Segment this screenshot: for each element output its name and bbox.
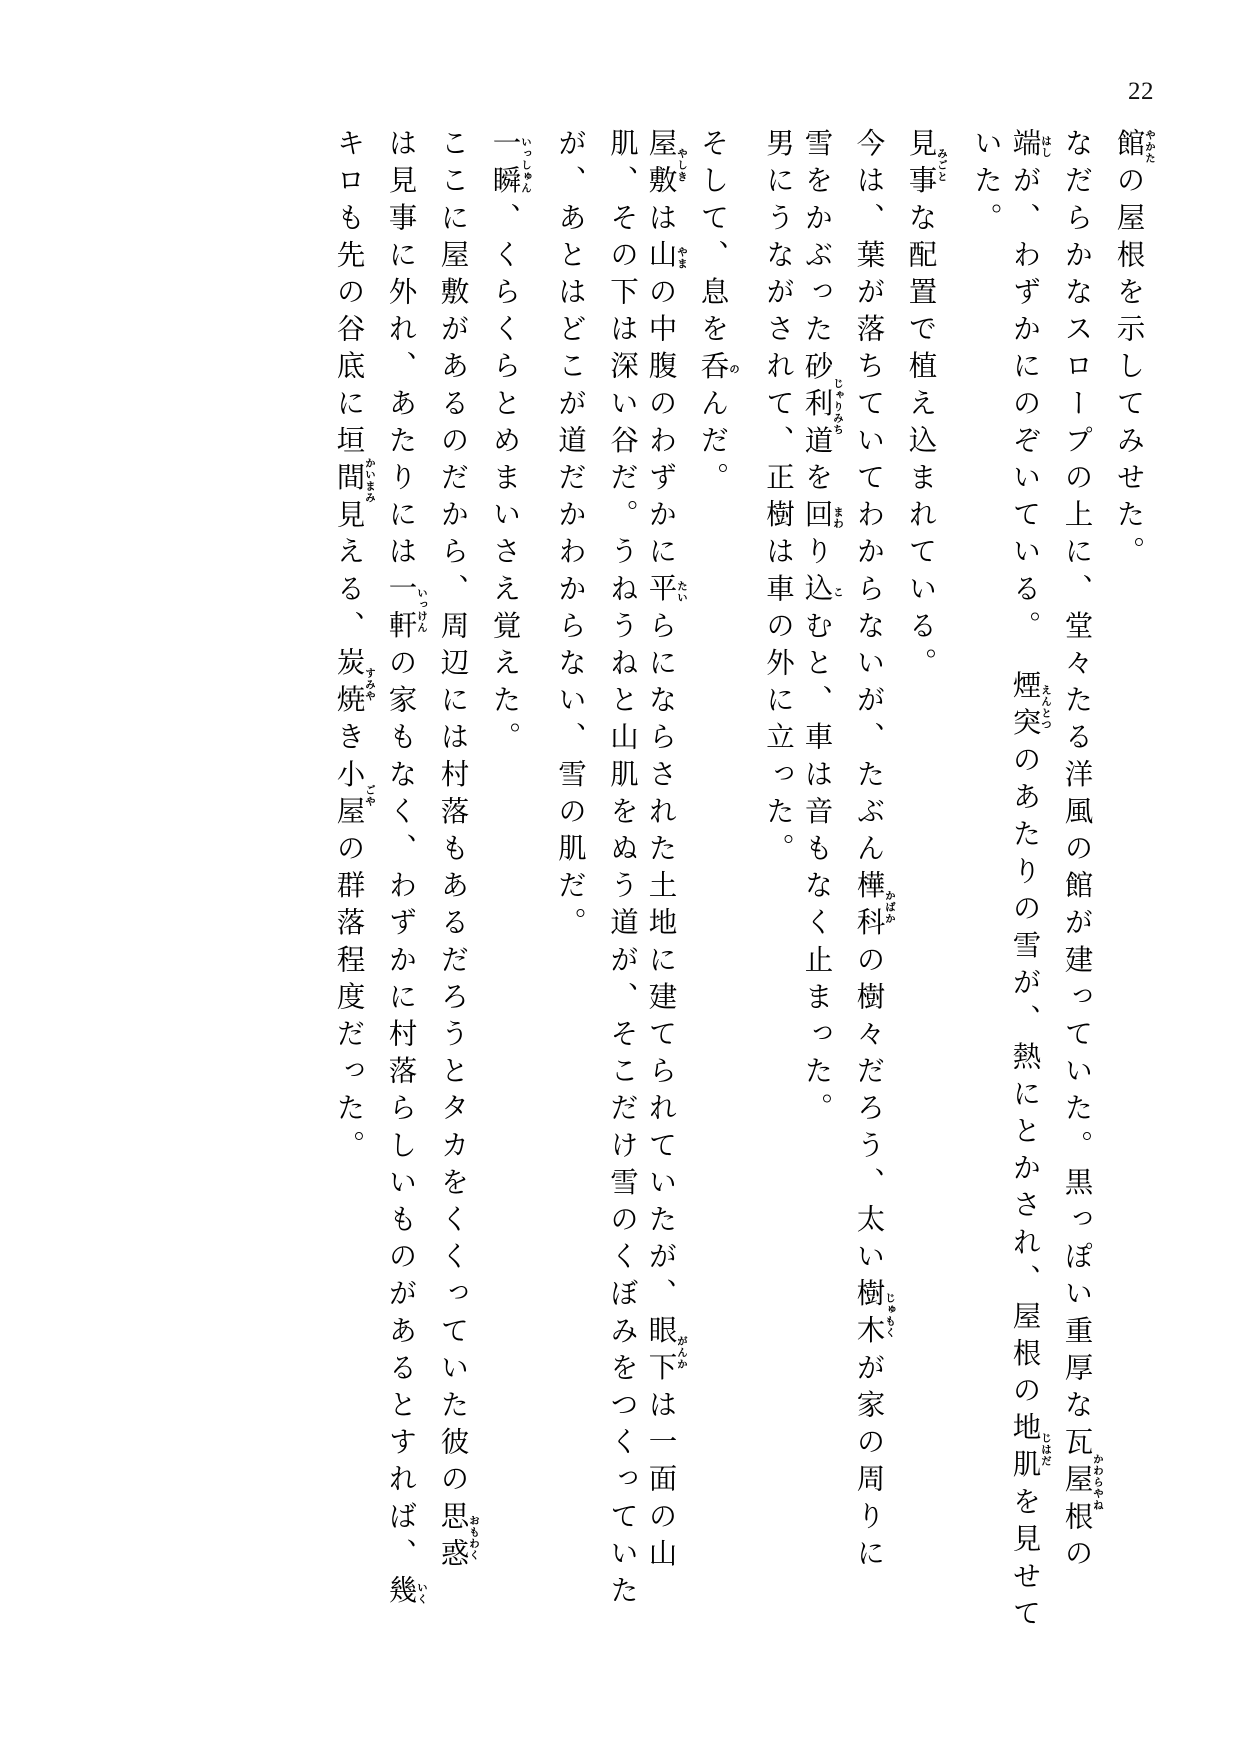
vertical-text-body xyxy=(96,128,1156,1635)
text-line: キロも先の谷底に垣間見かいまみえる、炭焼すみやき小屋ごやの群落程度だった。 xyxy=(332,128,376,1167)
text-line: なだらかなスロープの上に、堂々たる洋風の館が建っていた。黒っぽい重厚な瓦屋根かわらやねの xyxy=(1060,128,1104,1575)
text-line: 男にうながされて、正樹は車の外に立った。 xyxy=(762,128,795,870)
text-line: 端はしが、わずかにのぞいている。 煙突えんとつのあたりの雪が、熱にとかされ、屋根の地肌じはだを見せて xyxy=(1008,128,1052,1635)
text-line: は見事に外れ、あたりには一軒いっけんの家もなく、わずかに村落らしいものがあるとすれば、幾いく xyxy=(384,128,428,1613)
text-line: が、あとはどこが道だかわからない、雪の肌だ。 xyxy=(554,128,587,945)
text-line: 館やかたの屋根を示してみせた。 xyxy=(1112,128,1156,615)
text-line: 雪をかぶった砂利道じゃりみちを回まわり込こむと、車は音もなく止まった。 xyxy=(800,128,844,1130)
text-line: 今は、葉が落ちていてわからないが、たぶん樺科かばかの樹々だろう、太い樹木じゅもくが家の周りに xyxy=(852,128,896,1575)
text-line: いた。 xyxy=(970,128,1003,240)
text-line: ここに屋敷があるのだから、周辺には村落もあるだろうとタカをくくっていた彼の思惑おもわく xyxy=(436,128,480,1575)
text-line: そして、息を呑のんだ。 xyxy=(696,128,740,500)
page-number: 22 xyxy=(1128,78,1154,105)
text-line: 見事みごとな配置で植え込まれている。 xyxy=(904,128,948,685)
text-line: 屋敷やしきは山やまの中腹のわずかに平たいらにならされた土地に建てられていたが、眼下がんかは一面の山 xyxy=(644,128,688,1575)
text-line: 一瞬いっしゅん、くらくらとめまいさえ覚えた。 xyxy=(488,128,532,759)
text-line: 肌、その下は深い谷だ。うねうねと山肌をぬう道が、そこだけ雪のくぼみをつくっていた xyxy=(606,128,639,1612)
